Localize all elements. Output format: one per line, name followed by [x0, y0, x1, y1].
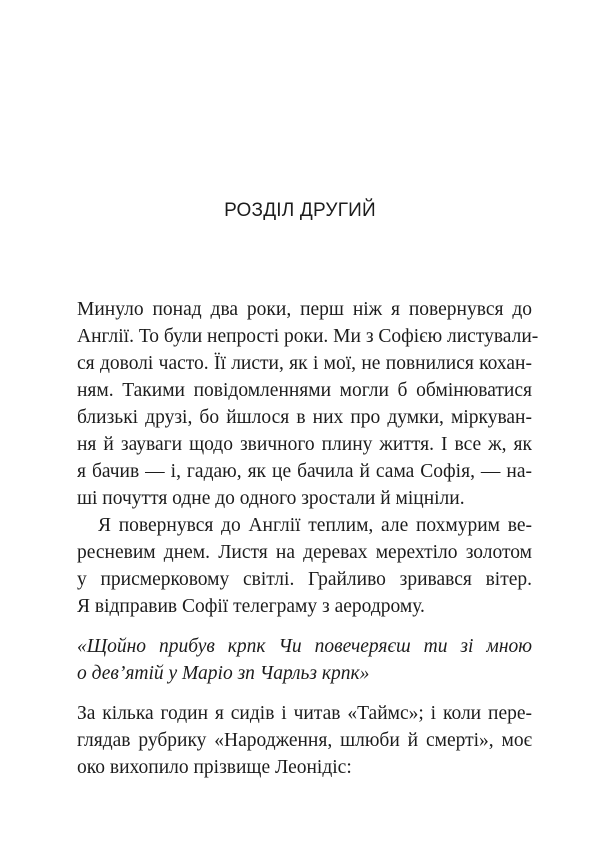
text-line: Минуло понад два роки, перш ніж я повернувся до: [77, 299, 532, 320]
text-line: За кілька годин я сидів і читав «Таймс»; і коли пере-: [77, 703, 532, 724]
text-line: ся доволі часто. Її листи, як і мої, не повнилися кохан-: [77, 353, 532, 374]
text-line: у присмерковому світлі. Грайливо зривався вітер.: [77, 569, 532, 590]
text-line: ші почуття одне до одного зростали й міцніли.: [77, 488, 465, 509]
paragraph-2: [77, 512, 532, 620]
text-line: Я повернувся до Англії теплим, але похмурим ве-: [98, 515, 532, 536]
text-line: ня й зауваги щодо звичного плину життя. І все ж, як: [77, 434, 532, 455]
text-line: Я відправив Софії телеграму з аеродрому.: [77, 596, 425, 617]
text-line: ресневим днем. Листя на деревах мерехтіло золотом: [77, 542, 532, 563]
text-line: о дев’ятій у Маріо зп Чарльз крпк»: [77, 663, 370, 684]
text-line: око вихопило прізвище Леонідіс:: [77, 757, 352, 778]
chapter-title: РОЗДІЛ ДРУГИЙ: [224, 200, 376, 221]
paragraph-4: [77, 700, 532, 781]
paragraph-1: [77, 296, 539, 512]
text-line: «Щойно прибув крпк Чи повечеряєш ти зі мною: [77, 636, 532, 657]
text-line: Англії. То були непрості роки. Ми з Софією листували-: [77, 326, 539, 347]
text-line: близькі друзі, бо йшлося в них про думки, міркуван-: [77, 407, 532, 428]
telegram-text: [77, 633, 532, 687]
body-text: [77, 296, 539, 781]
text-line: глядав рубрику «Народження, шлюби й смерті», моє: [77, 730, 532, 751]
text-line: ням. Такими повідомленнями могли б обмінюватися: [77, 380, 532, 401]
text-line: я бачив — і, гадаю, як це бачила й сама Софія, — на-: [77, 461, 532, 482]
